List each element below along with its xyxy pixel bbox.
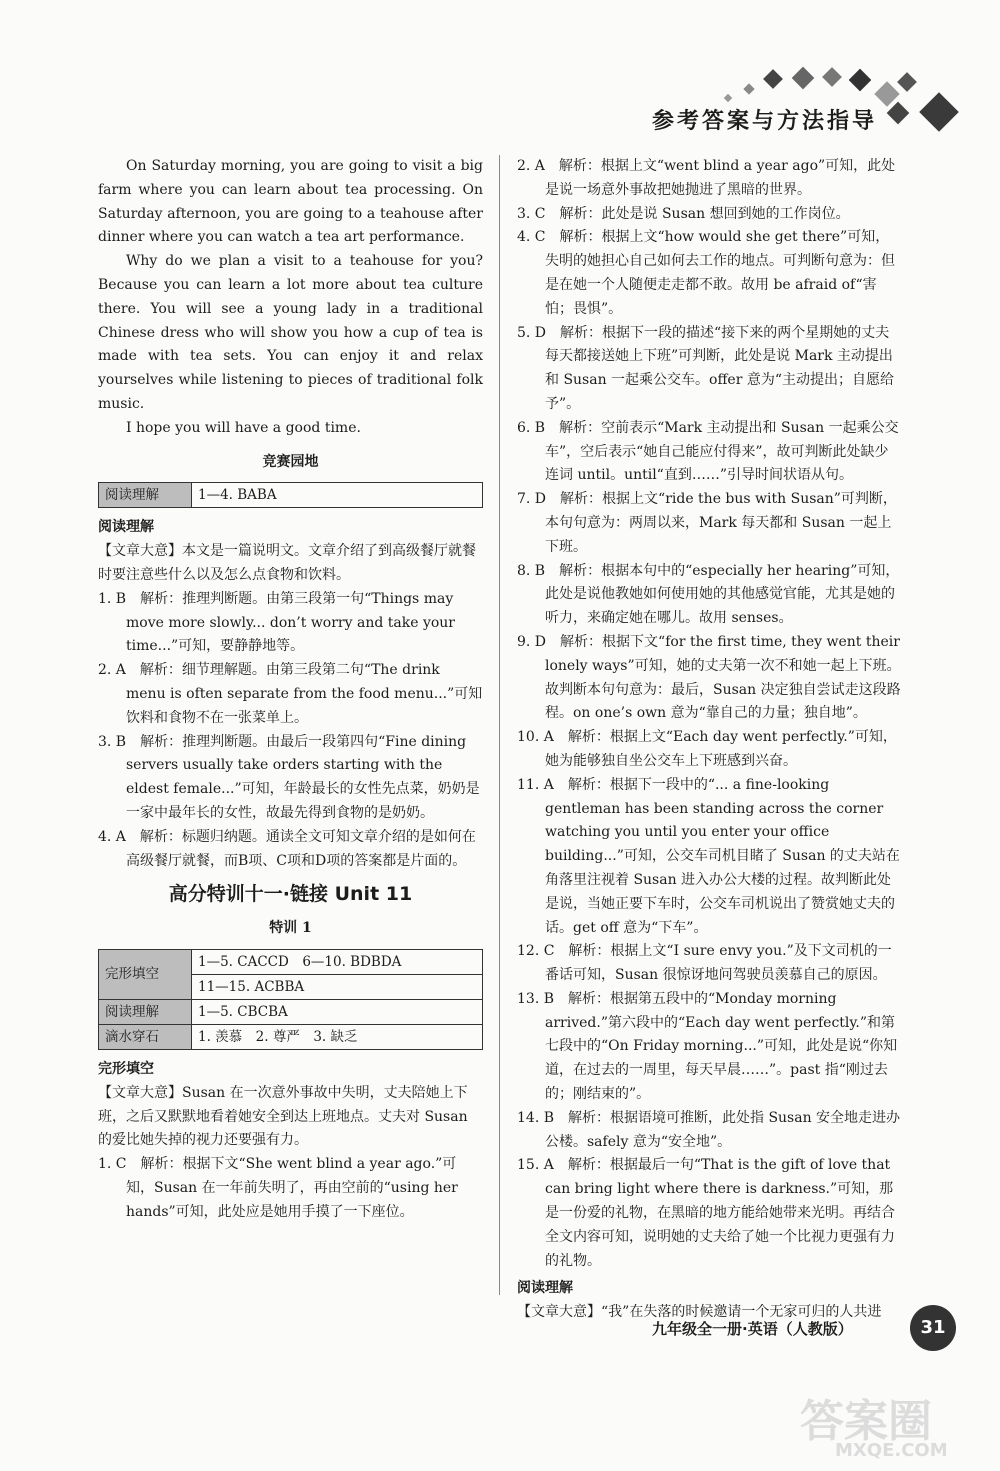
section-heading: 阅读理解 (98, 519, 154, 536)
answer-item: 10. A 解析：根据上文“Each day went perfectly.”可知，她为能够独自坐公交车上下班感到兴奋。 (517, 729, 897, 769)
answer-label: 滴水穿石 (99, 1024, 192, 1049)
article-summary: 【文章大意】Susan 在一次意外事故中失明，丈夫陪她上下班，之后又默默地看着她安全到达上班地点。丈夫对 Susan 的爱比她失掉的视力还要强有力。 (98, 1084, 468, 1149)
watermark-logo: 答案圈 (800, 1396, 932, 1447)
answer-label: 阅读理解 (99, 999, 192, 1024)
answer-label: 阅读理解 (99, 483, 192, 508)
answer-item: 4. A 解析：标题归纳题。通读全文可知文章介绍的是如何在高级餐厅就餐，而B项、C项和D项的答案都是片面的。 (98, 828, 476, 869)
answer-table-contest (98, 482, 483, 508)
header-title: 参考答案与方法指导 (652, 108, 878, 134)
answer-item: 4. C 解析：根据上文“how would she get there”可知，失明的她担心自己如何去工作的地点。可判断句意为：但是在她一个人随便走走都不敢。故用 be afraid of“害怕；畏惧”。 (517, 229, 895, 317)
column-divider (499, 155, 500, 1295)
answer-item: 11. A 解析：根据下一段中的“... a fine-looking gentleman has been standing across the corner watching you until you enter your office building...”可知，公交车司机目睹了 Susan 的丈夫站在角落里注视着 Susan 进入办公大楼的过程。故判断此处是说，当她正要下车时，公交车司机说出了赞赏她丈夫的话。get off 意为“下车”。 (517, 776, 900, 936)
article-summary: 【文章大意】本文是一篇说明文。文章介绍了到高级餐厅就餐时要注意些什么以及怎么点食物和饮料。 (98, 543, 476, 583)
left-column (98, 155, 483, 1224)
answer-item: 3. B 解析：推理判断题。由最后一段第四句“Fine dining servers usually take orders starting with the eldest female...”可知，年龄最长的女性先点菜，奶奶是一家中最年长的女性，故最先得到食物的是奶奶。 (98, 733, 480, 821)
section-heading: 完形填空 (98, 1060, 154, 1077)
watermark-url: MXQE.COM (835, 1440, 948, 1461)
answer-item: 2. A 解析：细节理解题。由第三段第二句“The drink menu is often separate from the food menu...”可知饮料和食物不在一张菜单上。 (98, 662, 483, 726)
passage-paragraph: On Saturday morning, you are going to visit a big farm where you can learn about tea processing. On Saturday afternoon, you are going to a teahouse after dinner where you can watch a tea art performance. (98, 158, 483, 246)
answer-item: 14. B 解析：根据语境可推断，此处指 Susan 安全地走进办公楼。safely 意为“安全地”。 (517, 1109, 901, 1150)
answer-value: 1—5. CACCD 6—10. BDBDA (192, 949, 483, 974)
contest-title: 竞赛园地 (262, 453, 319, 470)
answer-item: 3. C 解析：此处是说 Susan 想回到她的工作岗位。 (517, 205, 850, 222)
answer-item: 15. A 解析：根据最后一句“That is the gift of love that can bring light where there is darkness.”可知，那是一份爱的礼物，在黑暗的地方能给她带来光明。再结合全文内容可知，说明她的丈夫给了她一个比视力更强有力的礼物。 (517, 1157, 895, 1269)
section-heading: 阅读理解 (517, 1280, 573, 1297)
page-number: 31 (910, 1305, 956, 1351)
answer-item: 2. A 解析：根据上文“went blind a year ago”可知，此处是说一场意外事故把她抛进了黑暗的世界。 (517, 158, 896, 198)
answer-item: 1. C 解析：根据下文“She went blind a year ago.”可知，Susan 在一年前失明了，再由空前的“using her hands”可知，此处应是她用手摸了一下座位。 (98, 1156, 458, 1220)
footer-book-title: 九年级全一册·英语（人教版） (652, 1320, 853, 1338)
answer-item: 5. D 解析：根据下一段的描述“接下来的两个星期她的丈夫每天都接送她上下班”可判断，此处是说 Mark 主动提出和 Susan 一起乘公交车。offer 意为“主动提出；自愿给予”。 (517, 324, 895, 412)
passage-paragraph: Why do we plan a visit to a teahouse for you? Because you can learn a lot more about tea culture there. You will see a young lady in a traditional Chinese dress who will show you how a cup of tea is made with tea sets. You can enjoy it and relax yourselves while listening to pieces of traditional folk music. (98, 253, 483, 412)
answer-item: 13. B 解析：根据第五段中的“Monday morning arrived.”第六段中的“Each day went perfectly.”和第七段中的“On Friday morning...”可知，此处是说“你知道，在过去的一周里，每天早晨……”。past 指“刚过去的；刚结束的”。 (517, 990, 898, 1103)
answer-table-unit (98, 949, 483, 1050)
answer-item: 12. C 解析：根据上文“I sure envy you.”及下文司机的一番话可知，Susan 很惊讶地问驾驶员羡慕自己的原因。 (517, 943, 892, 984)
answer-item: 9. D 解析：根据下文“for the first time, they went their lonely ways”可知，她的丈夫第一次不和她一起上下班。故判断本句句意为：最后，Susan 决定独自尝试走这段路程。on one’s own 意为“靠自己的力量；独自地”。 (517, 633, 901, 722)
answer-item: 8. B 解析：根据本句中的“especially her hearing”可知，此处是说他教她如何使用她的其他感觉官能，尤其是她的听力，来确定她在哪儿。故用 senses。 (517, 562, 900, 627)
answer-value: 1—4. BABA (192, 483, 483, 508)
answer-value: 1—5. CBCBA (192, 999, 483, 1024)
sub-title: 特训 1 (269, 920, 312, 937)
unit-title: 高分特训十一·链接 Unit 11 (168, 883, 413, 906)
answer-item: 7. D 解析：根据上文“ride the bus with Susan”可判断，本句句意为：两周以来，Mark 每天都和 Susan 一起上下班。 (517, 491, 897, 555)
answer-value: 1. 羡慕 2. 尊严 3. 缺乏 (192, 1024, 483, 1049)
answer-item: 6. B 解析：空前表示“Mark 主动提出和 Susan 一起乘公交车”，空后表示“她自己能应付得来”，故可判断此处缺少连词 until。until“直到……”引导时间状语从句。 (517, 419, 899, 484)
right-column (517, 155, 902, 1325)
answer-item: 1. B 解析：推理判断题。由第三段第一句“Things may move more slowly... don’t worry and take your time...”可知，要静静地等。 (98, 590, 455, 655)
passage-paragraph: I hope you will have a good time. (126, 419, 361, 436)
answer-label: 完形填空 (99, 949, 192, 999)
answer-value: 11—15. ACBBA (192, 974, 483, 999)
article-summary: 【文章大意】“我”在失落的时候邀请一个无家可归的人共进 (517, 1304, 882, 1321)
